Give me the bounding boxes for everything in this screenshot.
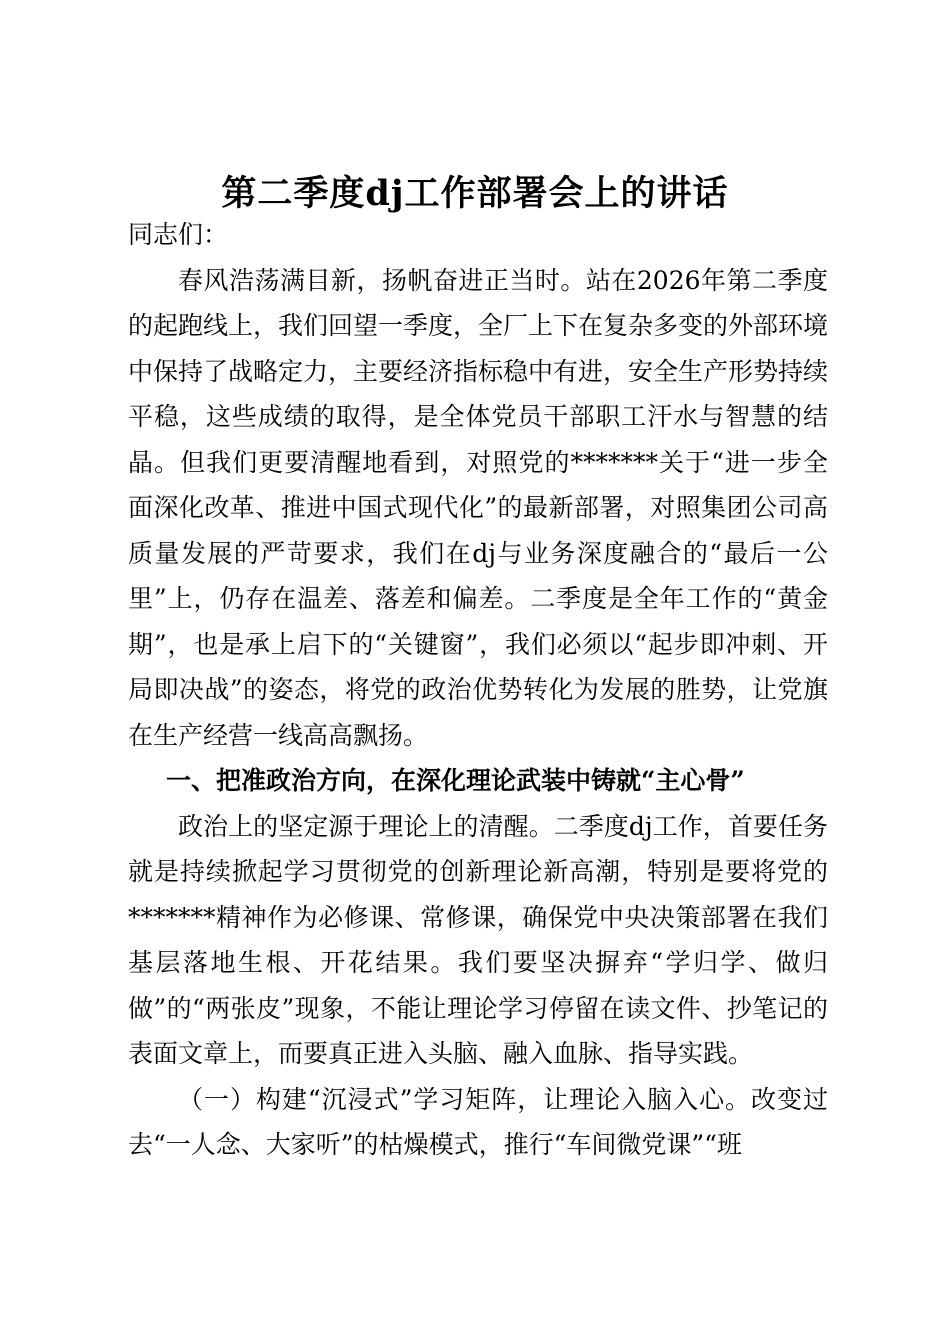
document-title: 第二季度dj工作部署会上的讲话 <box>221 173 729 214</box>
paragraph-subsection-1: （一）构建“沉浸式”学习矩阵，让理论入脑入心。改变过去“一人念、大家听”的枯燥模式，推行“车间微党课”“班 <box>128 1084 828 1159</box>
paragraph-section-1: 政治上的坚定源于理论上的清醒。二季度dj工作，首要任务就是持续掀起学习贯彻党的创新理论新高潮，特别是要将党的*******精神作为必修课、常修课，确保党中央决策部署在我们基层落地生根、开花结果。我们要坚决摒弃“学归学、做归做”的“两张皮”现象，不能让理论学习停留在读文件、抄笔记的表面文章上，而要真正进入头脑、融入血脉、指导实践。 <box>128 811 828 1068</box>
paragraph-intro: 春风浩荡满目新，扬帆奋进正当时。站在2026年第二季度的起跑线上，我们回望一季度，全厂上下在复杂多变的外部环境中保持了战略定力，主要经济指标稳中有进，安全生产形势持续平稳，这些成绩的取得，是全体党员干部职工汗水与智慧的结晶。但我们更要清醒地看到，对照党的*******关于“进一步全面深化改革、推进中国式现代化”的最新部署，对照集团公司高质量发展的严苛要求，我们在dj与业务深度融合的“最后一公里”上，仍存在温差、落差和偏差。二季度是全年工作的“黄金期”，也是承上启下的“关键窗”，我们必须以“起步即冲刺、开局即决战”的姿态，将党的政治优势转化为发展的胜势，让党旗在生产经营一线高高飘扬。 <box>128 265 829 750</box>
section-heading-1: 一、把准政治方向，在深化理论武装中铸就“主心骨” <box>166 766 745 795</box>
salutation: 同志们： <box>128 220 229 249</box>
document-body <box>128 212 828 1168</box>
